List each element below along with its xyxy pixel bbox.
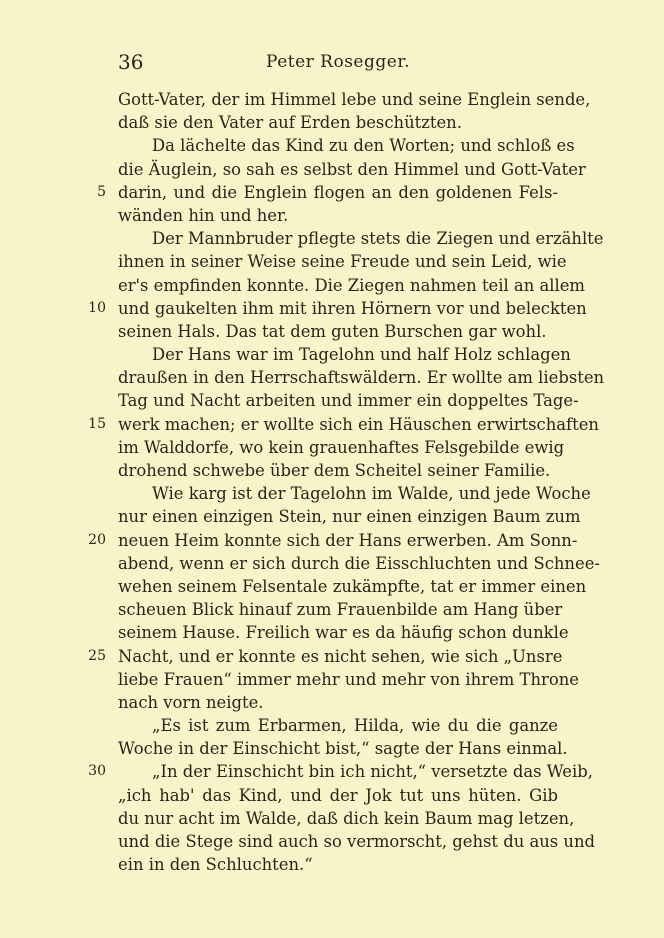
line-text: wänden hin und her. (118, 205, 289, 225)
text-line (118, 575, 587, 598)
line-text: darin, und die Englein flogen an den goldenen Fels- (118, 182, 558, 202)
line-text: ein in den Schluchten.“ (118, 855, 313, 875)
text-line (118, 598, 563, 621)
text-line (118, 714, 558, 737)
line-text: liebe Frauen“ immer mehr und mehr von ihrem Throne (118, 669, 579, 689)
line-number: 15 (88, 415, 106, 432)
line-text: nach vorn neigte. (118, 692, 264, 712)
line-number: 5 (97, 183, 106, 200)
line-number: 30 (88, 763, 106, 780)
line-text: Tag und Nacht arbeiten und immer ein doppeltes Tage- (118, 391, 579, 411)
text-line (118, 250, 567, 273)
text-line (118, 274, 585, 297)
line-text: die Äuglein, so sah es selbst den Himmel und Gott-Vater (118, 159, 586, 179)
line-text: „In der Einschicht bin ich nicht,“ versetzte das Weib, (152, 762, 593, 782)
text-line (118, 853, 558, 876)
text-line (118, 111, 558, 134)
line-text: im Walddorfe, wo kein grauenhaftes Felsgebilde ewig (118, 437, 565, 457)
line-text: seinen Hals. Das tat dem guten Burschen gar wohl. (118, 321, 547, 341)
text-line (88, 297, 587, 320)
text-line (118, 158, 586, 181)
line-text: Wie karg ist der Tagelohn im Walde, und jede Woche (152, 484, 591, 504)
text-line (97, 181, 558, 204)
line-text: Der Hans war im Tagelohn und half Holz schlagen (152, 345, 571, 365)
line-number: 10 (88, 299, 106, 316)
line-text: du nur acht im Walde, daß dich kein Baum mag letzen, (118, 808, 575, 828)
line-text: wehen seinem Felsentale zukämpfte, tat er immer einen (118, 576, 587, 596)
body-text (88, 88, 605, 876)
text-line (118, 366, 605, 389)
line-text: drohend schwebe über dem Scheitel seiner Familie. (118, 461, 551, 480)
text-line (118, 621, 569, 644)
line-number: 20 (88, 531, 106, 548)
text-line (88, 529, 578, 552)
line-text: werk machen; er wollte sich ein Häuschen erwirtschaften (118, 414, 599, 434)
text-line (88, 413, 599, 436)
line-text: „Es ist zum Erbarmen, Hilda, wie du die ganze (152, 716, 558, 736)
text-line (118, 88, 591, 111)
line-text: draußen in den Herrschaftswäldern. Er wollte am liebsten (118, 368, 605, 388)
line-text: abend, wenn er sich durch die Eisschluchten und Schnee- (118, 553, 600, 573)
text-line (118, 737, 568, 760)
line-text: seinem Hause. Freilich war es da häufig schon dunkle (118, 623, 569, 643)
line-text: „ich hab' das Kind, und der Jok tut uns hüten. Gib (118, 785, 558, 805)
text-line (118, 830, 596, 853)
line-text: Da lächelte das Kind zu den Worten; und schloß es (152, 136, 575, 156)
text-line (118, 459, 558, 482)
text-line (118, 320, 558, 343)
text-line (118, 436, 565, 459)
text-line (118, 784, 558, 807)
text-line (118, 691, 558, 714)
line-text: Woche in der Einschicht bist,“ sagte der Hans einmal. (118, 739, 568, 759)
text-line (118, 343, 571, 366)
line-text: Nacht, und er konnte es nicht sehen, wie sich „Unsre (118, 646, 563, 666)
text-line (118, 389, 579, 412)
text-line (118, 482, 591, 505)
line-text: Der Mannbruder pflegte stets die Ziegen und erzählte (152, 229, 604, 249)
line-text: er's empfinden konnte. Die Ziegen nahmen teil an allem (118, 275, 585, 295)
line-text: scheuen Blick hinauf zum Frauenbilde am Hang über (118, 600, 563, 620)
text-line (118, 807, 575, 830)
line-text: neuen Heim konnte sich der Hans erwerben. Am Sonn- (118, 530, 578, 550)
line-number: 25 (88, 647, 106, 664)
line-text: und die Stege sind auch so vermorscht, gehst du aus und (118, 832, 596, 851)
running-head: Peter Rosegger. (266, 52, 410, 72)
line-text: Gott-Vater, der im Himmel lebe und seine Englein sende, (118, 90, 591, 109)
text-line (88, 760, 593, 783)
page-header (118, 50, 558, 74)
text-line (118, 204, 558, 227)
page-number: 36 (118, 50, 144, 74)
text-line (88, 645, 563, 668)
line-text: daß sie den Vater auf Erden beschützten. (118, 113, 462, 133)
text-line (118, 668, 579, 691)
text-line (118, 552, 600, 575)
text-line (118, 134, 575, 157)
text-line (118, 227, 604, 250)
line-text: ihnen in seiner Weise seine Freude und sein Leid, wie (118, 252, 567, 272)
line-text: nur einen einzigen Stein, nur einen einzigen Baum zum (118, 507, 581, 527)
text-line (118, 505, 581, 528)
line-text: und gaukelten ihm mit ihren Hörnern vor und beleckten (118, 298, 587, 318)
